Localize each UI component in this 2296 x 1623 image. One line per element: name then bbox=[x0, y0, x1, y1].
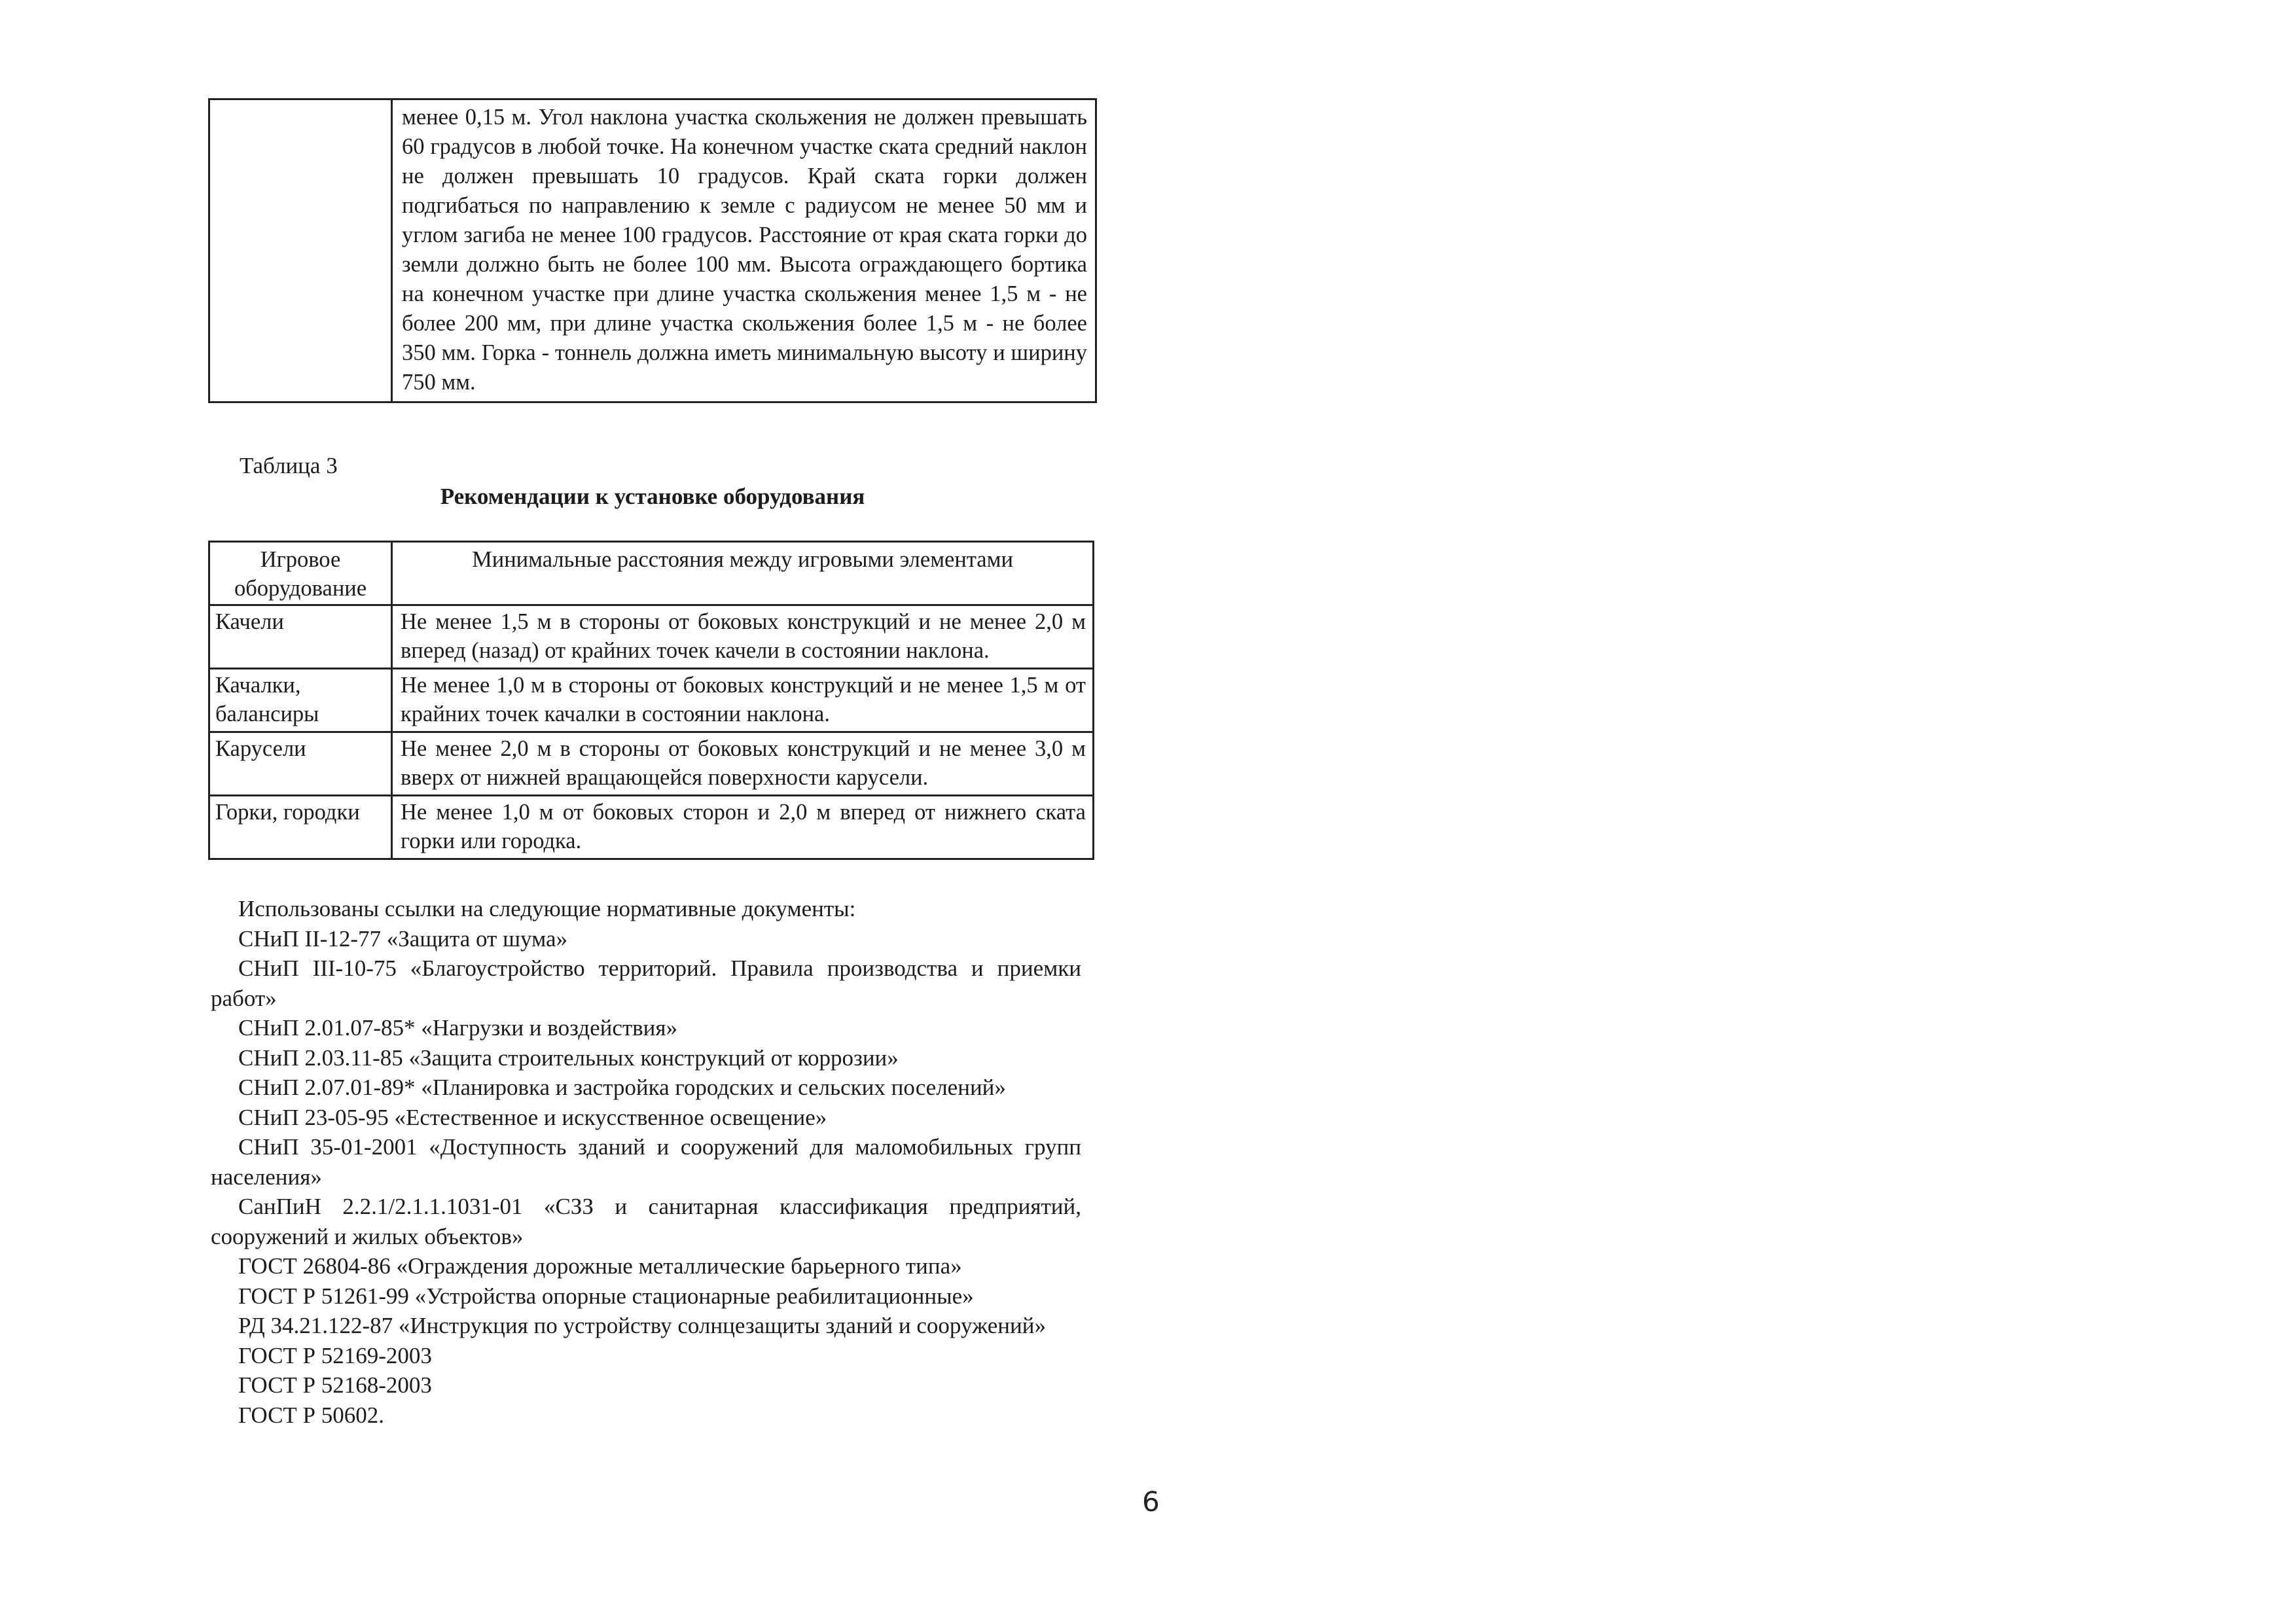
table-row bbox=[209, 669, 1094, 732]
distances-column-header: Минимальные расстояния между игровыми элементами bbox=[392, 542, 1094, 605]
table-row bbox=[209, 796, 1094, 859]
equipment-cell: Карусели bbox=[209, 732, 392, 796]
reference-item: СНиП 35-01-2001 «Доступность зданий и сооружений для маломобильных групп населения» bbox=[211, 1134, 1081, 1190]
empty-cell bbox=[209, 99, 392, 402]
equipment-cell: Горки, городки bbox=[209, 796, 392, 859]
page-number: 6 bbox=[1142, 1486, 1160, 1518]
distance-cell: Не менее 1,5 м в стороны от боковых конструкций и не менее 2,0 м вперед (назад) от крайних точек качели в состоянии наклона. bbox=[392, 605, 1094, 669]
equipment-column-header: Игровое оборудование bbox=[209, 542, 392, 605]
requirements-text-cell: менее 0,15 м. Угол наклона участка скольжения не должен превышать 60 градусов в любой точке. На конечном участке ската средний наклон не должен превышать 10 градусов. Край ската горки должен подгибаться по направлению к земле с радиусом не менее 50 мм и углом загиба не менее 100 градусов. Расстояние от края ската горки до земли должно быть не более 100 мм. Высота ограждающего бортика на конечном участке при длине участка скольжения менее 1,5 м - не более 200 мм, при длине участка скольжения более 1,5 м - не более 350 мм. Горка - тоннель должна иметь минимальную высоту и ширину 750 мм. bbox=[392, 99, 1096, 402]
distance-cell: Не менее 1,0 м от боковых сторон и 2,0 м вперед от нижнего ската горки или городка. bbox=[392, 796, 1094, 859]
continued-requirements-table bbox=[208, 98, 1097, 403]
reference-item: РД 34.21.122-87 «Инструкция по устройству солнцезащиты зданий и сооружений» bbox=[238, 1313, 1046, 1338]
equipment-cell: Качели bbox=[209, 605, 392, 669]
distance-cell: Не менее 1,0 м в стороны от боковых конструкций и не менее 1,5 м от крайних точек качалки в состоянии наклона. bbox=[392, 669, 1094, 732]
reference-item: СанПиН 2.2.1/2.1.1.1031-01 «СЗЗ и санитарная классификация предприятий, сооружений и жилых объектов» bbox=[211, 1194, 1081, 1249]
reference-item: СНиП 2.03.11-85 «Защита строительных конструкций от коррозии» bbox=[238, 1044, 899, 1071]
equipment-cell: Качалки, балансиры bbox=[209, 669, 392, 732]
table-row bbox=[209, 605, 1094, 669]
reference-item: СНиП 23-05-95 «Естественное и искусственное освещение» bbox=[238, 1104, 827, 1130]
reference-item: СНиП 2.01.07-85* «Нагрузки и воздействия» bbox=[238, 1015, 678, 1041]
table-header-row bbox=[209, 542, 1094, 605]
equipment-recommendations-table bbox=[208, 541, 1094, 860]
reference-item: ГОСТ Р 51261-99 «Устройства опорные стационарные реабилитационные» bbox=[238, 1283, 974, 1309]
table-row bbox=[209, 732, 1094, 796]
references-section bbox=[211, 894, 1081, 1430]
reference-item: ГОСТ Р 52169-2003 bbox=[238, 1342, 432, 1368]
references-intro: Использованы ссылки на следующие нормативные документы: bbox=[238, 896, 856, 921]
distance-cell: Не менее 2,0 м в стороны от боковых конструкций и не менее 3,0 м вверх от нижней вращающейся поверхности карусели. bbox=[392, 732, 1094, 796]
table-title: Рекомендации к установке оборудования bbox=[440, 484, 865, 509]
table-label: Таблица 3 bbox=[240, 453, 338, 478]
reference-item: ГОСТ 26804-86 «Ограждения дорожные металлические барьерного типа» bbox=[238, 1253, 962, 1279]
reference-item: СНиП 2.07.01-89* «Планировка и застройка городских и сельских поселений» bbox=[238, 1075, 1006, 1100]
reference-item: СНиП II-12-77 «Защита от шума» bbox=[238, 925, 568, 952]
reference-item: ГОСТ Р 50602. bbox=[238, 1402, 385, 1428]
reference-item: СНиП III-10-75 «Благоустройство территорий. Правила производства и приемки работ» bbox=[211, 955, 1081, 1011]
table-row bbox=[209, 99, 1096, 402]
reference-item: ГОСТ Р 52168-2003 bbox=[238, 1372, 432, 1398]
